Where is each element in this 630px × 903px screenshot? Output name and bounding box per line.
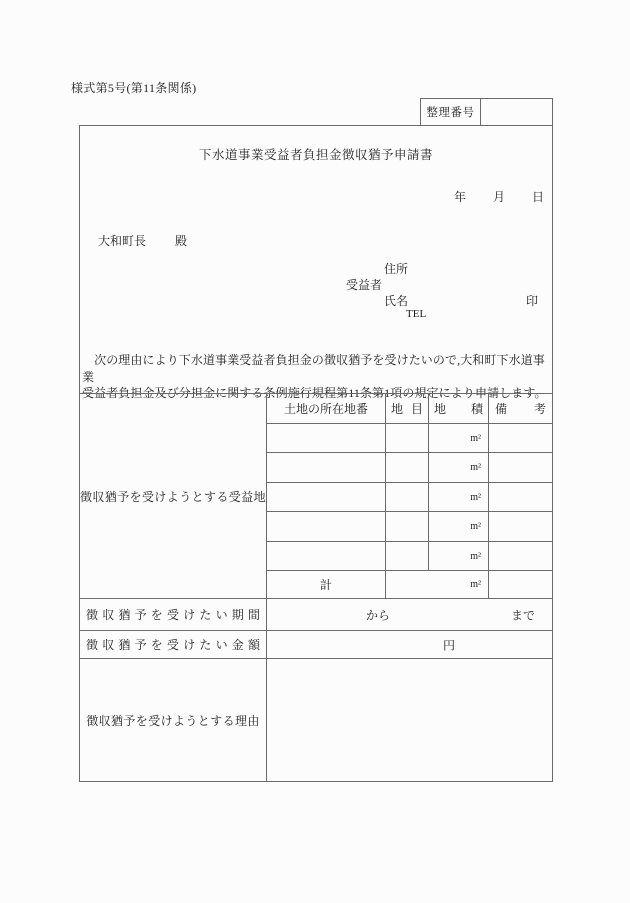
form-title: 下水道事業受益者負担金徴収猶予申請書 bbox=[198, 148, 433, 162]
land-row-4-note-cell[interactable] bbox=[488, 511, 552, 541]
land-row-3-category-cell[interactable] bbox=[385, 482, 428, 511]
applicant-role-label: 受益者 bbox=[346, 278, 383, 292]
land-row-5-area-cell[interactable]: m² bbox=[428, 541, 488, 570]
land-row-3-location-cell[interactable] bbox=[266, 482, 385, 511]
applicant-seal-label: 印 bbox=[526, 294, 539, 308]
period-from-suffix: から bbox=[366, 608, 391, 622]
application-table bbox=[80, 393, 552, 781]
amount-value-cell[interactable] bbox=[266, 630, 552, 658]
date-month-label: 月 bbox=[492, 190, 505, 204]
period-value-cell[interactable] bbox=[266, 598, 552, 630]
column-header-note: 備考 bbox=[488, 393, 552, 423]
column-header-location: 土地の所在地番 bbox=[266, 393, 385, 423]
reason-value-cell[interactable] bbox=[266, 658, 552, 781]
land-row-4-category-cell[interactable] bbox=[385, 511, 428, 541]
land-section-label: 徴収猶予を受けようとする受益地 bbox=[80, 393, 266, 598]
amount-unit-suffix: 円 bbox=[443, 638, 456, 652]
addressee-line bbox=[98, 232, 187, 249]
applicant-name-label: 氏名 bbox=[384, 294, 409, 308]
date-year-label: 年 bbox=[453, 190, 466, 204]
reference-number-box bbox=[420, 98, 553, 126]
land-row-1-note-cell[interactable] bbox=[488, 423, 552, 452]
form-number: 様式第5号(第11条関係) bbox=[71, 81, 197, 95]
column-header-area: 地積 bbox=[428, 393, 488, 423]
amount-row-label: 徴収猶予を受けたい金額 bbox=[80, 630, 266, 658]
declaration-line-2: 受益者負担金及び分担金に関する条例施行規程第11条第1項の規定により申請します。 bbox=[82, 386, 547, 400]
applicant-tel-label: TEL bbox=[406, 308, 427, 320]
period-row-label: 徴収猶予を受けたい期間 bbox=[80, 598, 266, 630]
form-body bbox=[79, 125, 553, 782]
declaration-line-1: 次の理由により下水道事業受益者負担金の徴収猶予を受けたいので,大和町下水道事業 bbox=[82, 353, 545, 384]
land-row-3-area-cell[interactable]: m² bbox=[428, 482, 488, 511]
land-row-1-area-cell[interactable]: m² bbox=[428, 423, 488, 452]
land-row-1-category-cell[interactable] bbox=[385, 423, 428, 452]
land-row-1-location-cell[interactable] bbox=[266, 423, 385, 452]
land-row-2-area-cell[interactable]: m² bbox=[428, 452, 488, 482]
land-row-4-location-cell[interactable] bbox=[266, 511, 385, 541]
applicant-address-label: 住所 bbox=[384, 262, 409, 276]
date-line bbox=[454, 188, 544, 205]
land-row-2-category-cell[interactable] bbox=[385, 452, 428, 482]
reason-row-label: 徴収猶予を受けようとする理由 bbox=[80, 658, 266, 781]
land-row-3-note-cell[interactable] bbox=[488, 482, 552, 511]
land-total-label: 計 bbox=[266, 570, 385, 598]
period-to-suffix: まで bbox=[510, 608, 535, 622]
land-total-area-cell[interactable]: m² bbox=[385, 570, 488, 598]
reference-number-value-cell[interactable] bbox=[481, 99, 552, 125]
land-row-5-location-cell[interactable] bbox=[266, 541, 385, 570]
land-total-note-cell[interactable] bbox=[488, 570, 552, 598]
column-header-category: 地目 bbox=[385, 393, 428, 423]
addressee-name: 大和町長 bbox=[98, 234, 147, 248]
reference-number-label: 整理番号 bbox=[421, 99, 481, 125]
land-row-4-area-cell[interactable]: m² bbox=[428, 511, 488, 541]
land-row-5-note-cell[interactable] bbox=[488, 541, 552, 570]
land-row-2-note-cell[interactable] bbox=[488, 452, 552, 482]
addressee-honorific: 殿 bbox=[175, 234, 188, 248]
land-row-2-location-cell[interactable] bbox=[266, 452, 385, 482]
land-row-5-category-cell[interactable] bbox=[385, 541, 428, 570]
date-day-label: 日 bbox=[531, 190, 544, 204]
